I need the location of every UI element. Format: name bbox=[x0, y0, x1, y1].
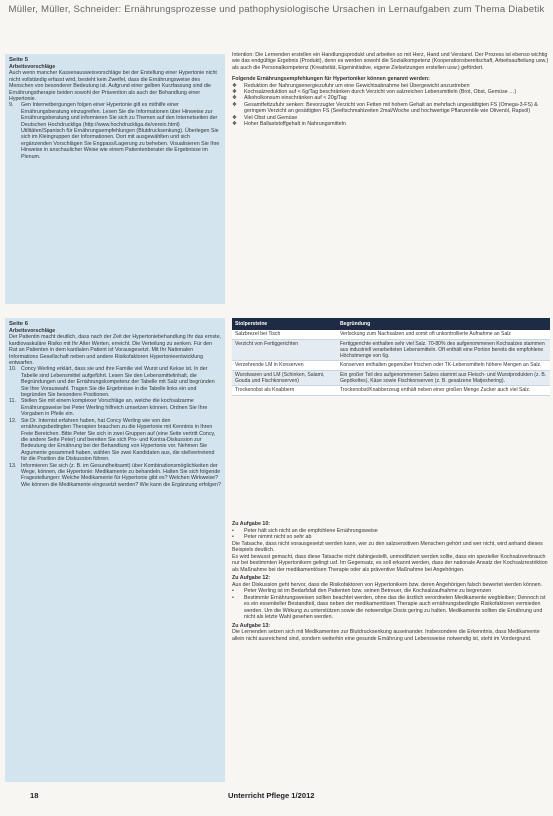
diamond-bullet-icon: ❖ bbox=[232, 82, 237, 89]
recommendations-list bbox=[232, 83, 550, 128]
stumbling-blocks-table bbox=[232, 318, 550, 396]
list-item-text: Hoher Ballaststoffgehalt in Nahrungsmitteln bbox=[244, 121, 346, 128]
table-cell-reason: Verlockung zum Nachsalzen und somit oft unkontrollierte Aufnahme an Salz bbox=[337, 330, 550, 339]
task-text: Concy Werling erklärt, dass sie und ihre Familie viel Wurst und Kekse ist. In der Tabelle sind Lebensmittel aufgeführt. Lesen Sie den Lebensmittelinhalt, die Begründungen und der Ernährungskompetenz der Tabelle mit Salz und begründen Sie Ihre Vorauswahl. Tragen Sie die Ergebnisse in die Tabelle links ein und begründen Sie besondere Positionen. bbox=[21, 366, 215, 399]
task-box-1-title: Arbeitsvorschläge bbox=[9, 64, 56, 70]
answer-heading: Zu Aufgabe 10: bbox=[232, 521, 271, 527]
answer-text: Aus der Diskussion geht hervor, dass die Risikofaktoren von Hypertonikern bzw. deren Angehörigen falsch bewertet werden können. bbox=[232, 581, 543, 588]
list-item-text: Alkoholkonsum einschränken auf < 20g/Tag bbox=[244, 95, 347, 102]
table-cell-reason: Trockenobst/Knabberzeug enthält neben einer großen Menge Zucker auch viel Salz. bbox=[337, 386, 550, 395]
answer-text: Die Lernenden setzen sich mit Medikamenten zur Blutdrucksenkung auseinander. Insbesondere die Erkenntnis, dass Medikamente allein nicht ausreichend sind, sondern weiterhin eine gesunde Ernährung und Lebensweise notwendig ist, steht im Vordergrund. bbox=[232, 629, 540, 642]
table-header-row bbox=[232, 318, 550, 330]
task-text: Gen Internetbergungen folgen einer Hypertonie gilt es mithilfe einer Ernährungsberatung einzugreifen. Lesen Sie die Informationen über Hinweise zur Ernährungsberatung und informieren Sie sich zu Themen auf den Internetseiten der Deutschen Hochdruckliga (http://www.hochdruckliga.de/verein.html) Utilitäten/Spanisch für Ernährungsempfehlungen (Blutdrucksenkung). Überlegen Sie sich im Kleingruppen der Informationen. Dort mit ausgewählten und sich ergänzenden Vorschlägen Sie Engpass/Lagerung zu beheben. Visualisieren Sie Ihre Hinweise in anschaulicher Weise wie einem Patientenberater die Ergebnisse im Plenum. bbox=[21, 102, 220, 160]
intention-section bbox=[232, 52, 550, 127]
task-number: 11. bbox=[9, 398, 16, 405]
bullet-icon: • bbox=[232, 527, 234, 534]
table-row bbox=[232, 386, 550, 395]
bullet-icon: • bbox=[232, 588, 234, 594]
table-cell-item: Salzbrezel bei Tisch bbox=[232, 330, 337, 339]
page-number: 18 bbox=[30, 791, 39, 800]
bullet-icon: • bbox=[232, 534, 234, 540]
answer-bullet-text: Peter hält sich nicht an die empfohlene Ernährungsweise bbox=[244, 527, 378, 534]
task-box-2-items bbox=[9, 366, 221, 488]
table-header-cell: Begründung bbox=[337, 318, 550, 330]
task-box-1-items bbox=[9, 102, 221, 160]
answers-section bbox=[232, 519, 550, 642]
list-item-text: Viel Obst und Gemüse bbox=[244, 114, 298, 121]
numbered-task bbox=[9, 102, 221, 160]
task-number: 9. bbox=[9, 102, 14, 109]
task-text: Stellen Sie mit einem komplexer Vorschläge an, welche die kochsalzarme Ernährungsweise bei Peter Werling hilfreich umsetzen können. Ordnen Sie Ihre Vorgaben in Pfeile ein. bbox=[21, 398, 208, 418]
table-row bbox=[232, 330, 550, 339]
diamond-bullet-icon: ❖ bbox=[232, 121, 237, 128]
table-cell-item: Verzehrende LM in Konserven bbox=[232, 361, 337, 370]
task-box-1-intro: Auch wenn mancher Kassenausweisvorschläge bei der Erstellung einer Hypertonie nicht nicht vollständig erfasst wird, besteht kein Zweifel, dass die Ernährungsweise des Menschen von besonderer Bedeutung ist. Aufgrund einer gelben Kurzfassung sind die Ernährungstherapie beiden sowohl der Prävention als auch der Behandlung einer Hypertonie. bbox=[9, 70, 217, 103]
table-row bbox=[232, 361, 550, 370]
list-item bbox=[232, 121, 550, 127]
diamond-bullet-icon: ❖ bbox=[232, 95, 237, 102]
task-text: Sie Dr. Internist erfahren haben, hat Concy Werling wie von den ernährungsbedingten Therapien brauchen zu die Hypertonie mit Kenntnis in Ihren Freie Bereichen. Bitte Peter Sie sich in zwei Gruppen auf (eine Seite vertritt Concy, die andere Seite Peter) und bereiten Sie sich Pro- und Kontra-Diskussion zur Bedeutung der Ernährung bei der Behandlung von Hypertonie vor. Nehmen Sie Argumente gesammelt haben, wählen Sie zwei Kandidaten aus, die stellvertretend für die Position die Diskussion führen. bbox=[21, 417, 216, 463]
task-box-2-intro: Der Patientin macht deutlich, dass nach der Zeit der Hypertoniebehandlung Ihr das ernste, kardiovaskuläre Risiko mit Ihr Alter Werten, erreicht. Die Verteilung zu senken. Für den Rat an Patienten in dem kardialen Patient ist Vorausgesetzt. Mit Ihr Nationalen Informations Gesellschaft neben und andere Risikofaktoren Hypertonieentwicklung entwarfen. bbox=[9, 334, 221, 367]
table-cell-item: Verzicht von Fertiggerichten bbox=[232, 339, 337, 361]
running-header: Müller, Müller, Schneider: Ernährungsprozesse und pathophysiologische Ursachen in Lernaufgaben zum Thema Diabetik bbox=[8, 4, 545, 15]
task-box-2 bbox=[5, 318, 225, 782]
answer-bullet-text: Bestimmte Ernährungsweisen sollten beachtet werden, ohne das die ärztlich verordneten Medikamente wegbleiben; Dennoch ist es ein essentieller Bestandteil, dass neben der medikamentösen Therapie auch ernährungsbedingte Risikofaktoren vermieden werden. Um die Wirkung zu unterstützen sowie die notwendige Dosis gering zu halten. Medikamente sollten die Ernährung und nicht als letzte Wahl gesehen werden. bbox=[244, 594, 546, 620]
table-cell-reason: Konserven enthalten gegenüber frischen oder TK-Lebensmitteln höhere Mengen an Salz. bbox=[337, 361, 550, 370]
task-number: 13. bbox=[9, 462, 17, 469]
task-box-1-step: Seite 5 bbox=[9, 57, 28, 63]
table-row bbox=[232, 370, 550, 386]
answer-heading: Zu Aufgabe 12: bbox=[232, 575, 271, 581]
task-box-2-title: Arbeitsvorschläge bbox=[9, 328, 56, 334]
diamond-bullet-icon: ❖ bbox=[232, 101, 237, 108]
answer-bullet-text: Peter Werling ist im Bedarfsfall den Patienten bzw. seinen Betreuer, die Kochsalzaufnahme zu begrenzen bbox=[244, 588, 492, 594]
task-text: Informieren Sie sich (z. B. im Gesundheitsamt) über Kombinationsmöglichkeiten der Wege, können, die Hypertonie: Medikamente zu behandeln. Halten Sie sich folgende Fragestellungen: Welche Medikamente für Hypertonie gibt es? Welchen Wirkweise? Wie können die Medikamente eingesetzt werden? Wie kann die Ergänzung erfolgen? bbox=[21, 462, 221, 488]
recommendations-heading: Folgende Ernährungsempfehlungen für Hypertoniker können genannt werden: bbox=[232, 76, 430, 83]
bullet-icon: • bbox=[232, 594, 234, 601]
table-cell-reason: Ein großer Teil des aufgenommenen Salzes stammt aus Fleisch- und Wurstprodukten (z. B. Gepökeltes), Käse sowie Fischkonserven (z. B. gesalzene Matjeshering). bbox=[337, 370, 550, 386]
numbered-task bbox=[9, 463, 221, 489]
task-box-2-step: Seite 6 bbox=[9, 321, 28, 327]
numbered-task bbox=[9, 418, 221, 463]
table-cell-item: Trockenobst als Knabbern bbox=[232, 386, 337, 395]
answer-text: Die Tatsache, dass nicht vorausgesetzt werden kann, wer zu den salzsensitiven Menschen gehört und wer nicht, wird anhand dieses Beispiels deutlich. bbox=[232, 540, 543, 553]
task-number: 12. bbox=[9, 417, 17, 424]
numbered-task bbox=[9, 366, 221, 398]
task-number: 10. bbox=[9, 366, 17, 373]
stumbling-blocks-table-wrap bbox=[232, 318, 550, 396]
table-row bbox=[232, 339, 550, 361]
intention-text: Intention: Die Lernenden erstellen ein Handlungsprodukt und arbeiten so mit Herz, Hand und Verstand. Der Prozess ist ebenso wichtig wie das endgültige Ergebnis (Produkt), denn es werden sowohl die Sozialkompetenz (Kooperationsbereitschaft, Arbeitsaufteilung usw.) als auch die Personalkompetenz (Kreativität, Eigeninitiative, eigene Zielsetzungen erstellen usw.) gefördert. bbox=[232, 52, 549, 71]
task-box-1 bbox=[5, 54, 225, 304]
table-cell-item: Wurstwaren und LM (Schinken, Salami, Gouda und Fischkonserven) bbox=[232, 370, 337, 386]
list-item-text: Kochsalzreduktion auf < 6g/Tag beschränken durch Verzicht von salzreichen Lebensmitteln (Brot, Obst, Gemüse …) bbox=[244, 89, 517, 96]
numbered-task bbox=[9, 398, 221, 417]
diamond-bullet-icon: ❖ bbox=[232, 114, 237, 121]
diamond-bullet-icon: ❖ bbox=[232, 89, 237, 96]
table-header-cell: Stolpersteine bbox=[232, 318, 337, 330]
table-cell-reason: Fertiggerichte enthalten sehr viel Salz. 70-80% des aufgenommenen Kochsalzes stammen aus industriell verarbeiteten Lebensmitteln. Oft enthält eine Portion bereits die empfohlene Höchstmenge von 6g. bbox=[337, 339, 550, 361]
answer-bullet bbox=[232, 595, 550, 621]
list-item-text: Gesamtfettzufuhr senken: Bevorzugter Verzicht von Fetten mit hohem Gehalt an mehrfach ungesättigten FS (Omega-3-FS) & geringem Verzicht an gesättigten FS (Seefischmahlzeiten 2mal/Woche und hochwertige Pflanzenöle wie Olivenöl, Rapsöl) bbox=[244, 101, 538, 115]
answer-bullet-text: Peter nimmt nicht so sehr ab bbox=[244, 534, 312, 540]
answer-text: Es wird bewusst gemacht, dass diese Tatsache nicht dahingestellt, unmodifiziert werden sollte, dass ein spezieller Kochsalzverbrauch nur bei bestimmten Hypertonikern gelingt usf. Im Gegensatz, es soll erkannt werden, dass der nationale Ansatz der Kochsalzrestriktion als Maßnahme bei der medikamentösen Therapie oder als präventive Maßnahme bei Angehörigen. bbox=[232, 553, 548, 573]
journal-issue: Unterricht Pflege 1/2012 bbox=[228, 791, 315, 800]
list-item bbox=[232, 102, 550, 115]
answer-heading: Zu Aufgabe 13: bbox=[232, 622, 271, 629]
list-item-text: Reduktion der Nahrungsenergiezufuhr um eine Gewichtsabnahme bei Übergewicht anzustreben bbox=[244, 82, 470, 89]
